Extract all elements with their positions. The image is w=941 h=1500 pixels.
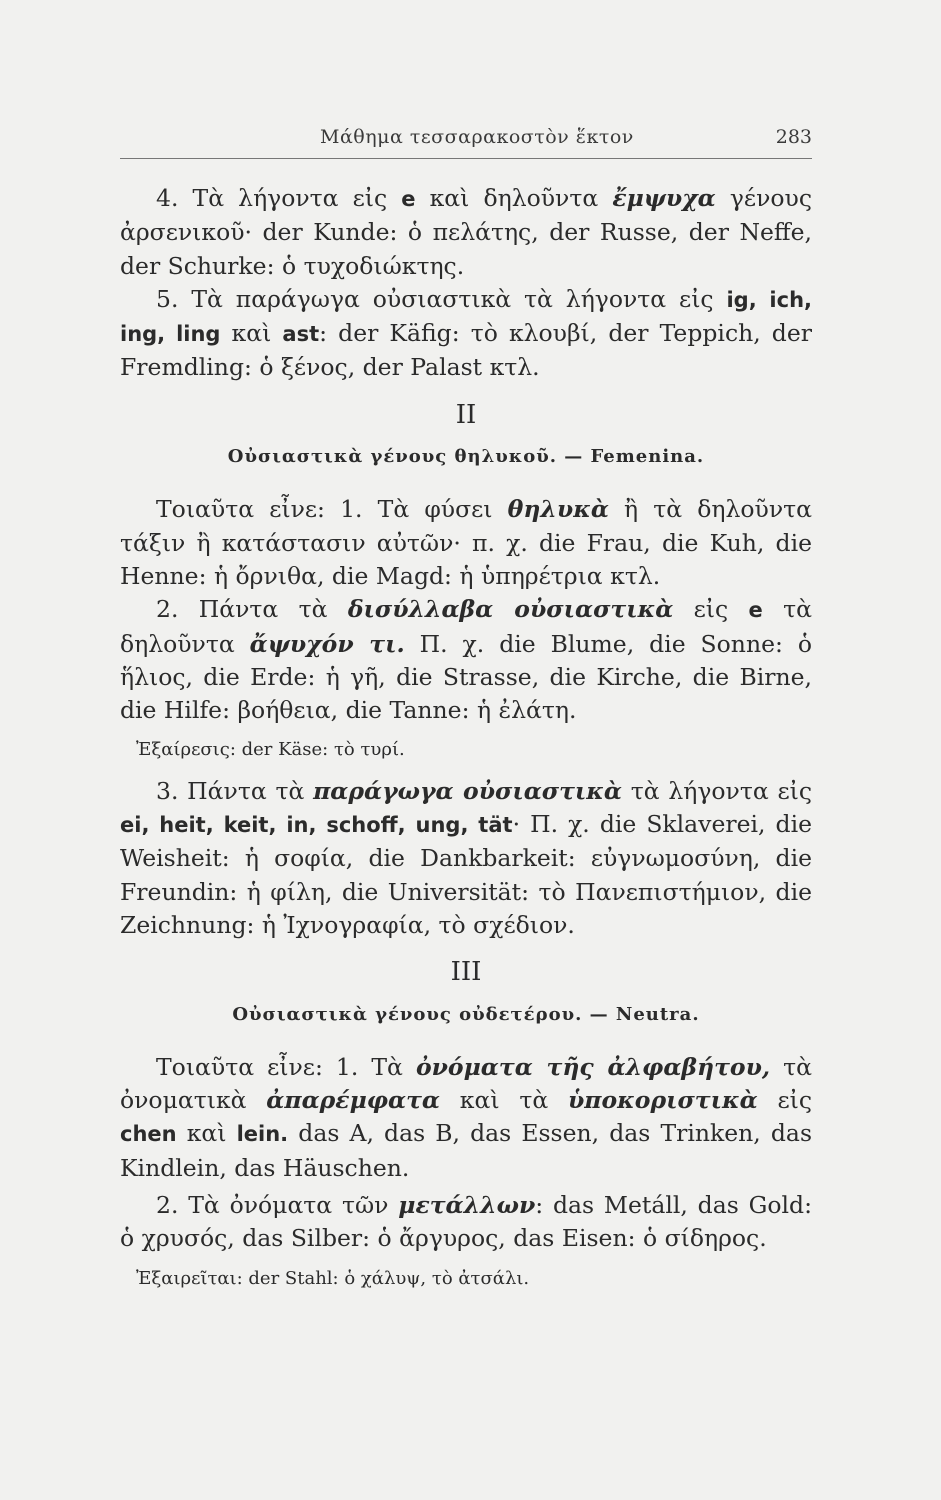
section-numeral-ii: II <box>455 399 477 430</box>
running-title: Μάθημα τεσσαρακοστὸν ἕκτον <box>320 126 634 148</box>
section-numeral-iii: III <box>450 957 482 988</box>
paragraph-5: 5. Τὰ παράγωγα οὐσιαστικὰ τὰ λήγοντα εἰς ig, ich, ing, ling καὶ ast: der Käfig: τὸ κλουβί, der Teppich, der Fremdling: ὁ ξένος, der Palast κτλ. <box>120 284 813 382</box>
page-number: 283 <box>775 126 812 148</box>
paragraph-s3-2: 2. Τὰ ὀνόματα τῶν μετάλλων: das Metáll, das Gold: ὁ χρυσός, das Silber: ὁ ἄργυρος, das Eisen: ὁ σίδηρος. <box>120 1191 812 1253</box>
paragraph-4: 4. Τὰ λήγοντα εἰς e καὶ δηλοῦντα ἔμψυχα γένους ἀρσενικοῦ· der Kunde: ὁ πελάτης, der Russe, der Neffe, der Schurke: ὁ τυχοδιώκτης. <box>120 184 812 280</box>
section-title-feminina: Οὐσιαστικὰ γένους θηλυκοῦ. — Femenina. <box>227 446 705 468</box>
exception-note-2: Ἐξαιρεῖται: der Stahl: ὁ χάλυψ, τὸ ἀτσάλι. <box>136 1267 530 1289</box>
paragraph-s3-1: Τοιαῦτα εἶνε: 1. Τὰ ὀνόματα τῆς ἀλφαβήτου, τὰ ὀνοματικὰ ἀπαρέμφατα καὶ τὰ ὑποκοριστικὰ εἰς chen καὶ lein. das A, das B, das Essen, das Trinken, das Kindlein, das Häuschen. <box>120 1052 812 1182</box>
paragraph-s2-3: 3. Πάντα τὰ παράγωγα οὐσιαστικὰ τὰ λήγοντα εἰς ei, heit, keit, in, schoff, ung, tät· Π. χ. die Sklaverei, die Weisheit: ἡ σοφία, die Dankbarkeit: εὐγνωμοσύνη, die Freundin: ἡ φίλη, die Universität: τὸ Πανεπιστήμιον, die Zeichnung: ἡ Ἰχνογραφία, τὸ σχέδιον. <box>120 776 812 939</box>
page-header <box>120 122 812 159</box>
paragraph-s2-2: 2. Πάντα τὰ δισύλλαβα οὐσιαστικὰ εἰς e τὰ δηλοῦντα ἄψυχόν τι. Π. χ. die Blume, die Sonne: ὁ ἥλιος, die Erde: ἡ γῆ, die Strasse, die Kirche, die Birne, die Hilfe: βοήθεια, die Tanne: ἡ ἐλάτη. <box>120 595 813 725</box>
section-title-neutra: Οὐσιαστικὰ γένους οὐδετέρου. — Neutra. <box>232 1003 700 1025</box>
page-body <box>120 182 812 1303</box>
paragraph-s2-1: Τοιαῦτα εἶνε: 1. Τὰ φύσει θηλυκὰ ἢ τὰ δηλοῦντα τάξιν ἢ κατάστασιν αὐτῶν· π. χ. die Frau, die Kuh, die Henne: ἡ ὄρνιθα, die Magd: ἡ ὑπηρέτρια κτλ. <box>120 495 812 590</box>
exception-note-1: Ἐξαίρεσις: der Käse: τὸ τυρί. <box>136 739 405 761</box>
